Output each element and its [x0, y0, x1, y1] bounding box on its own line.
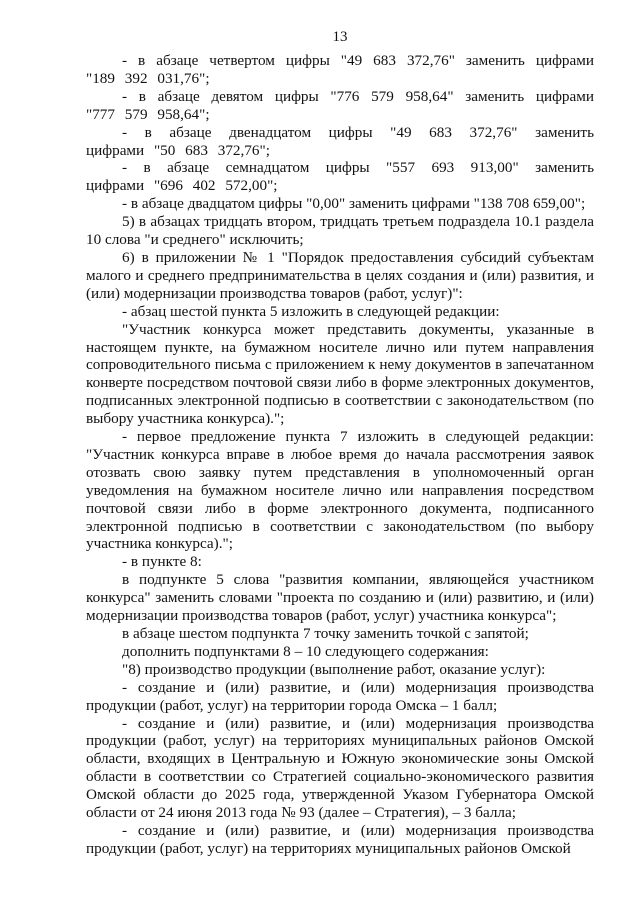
- paragraph-9: "Участник конкурса может представить документы, указанные в настоящем пункте, на бумажном носителе лично или путем направления сопроводительного письма с приложением к нему документов в запечатанном конверте посредством почтовой связи либо в форме электронных документов, подписанных электронной подписью в соответствии с законодательством (по выбору участника конкурса).";: [86, 320, 594, 428]
- paragraph-7: 6) в приложении № 1 "Порядок предоставления субсидий субъектам малого и среднего предпринимательства в целях создания и (или) развития, и (или) модернизации производства товаров (работ, услуг)":: [86, 248, 594, 302]
- paragraph-6: 5) в абзацах тридцать втором, тридцать третьем подраздела 10.1 раздела 10 слова "и среднего" исключить;: [86, 213, 594, 249]
- paragraph-1: - в абзаце четвертом цифры "49 683 372,76" заменить цифрами "189 392 031,76";: [86, 52, 594, 87]
- paragraph-18: - создание и (или) развитие, и (или) модернизация производства продукции (работ, услуг) на территориях муниципальных районов Омской: [86, 821, 594, 857]
- paragraph-17: - создание и (или) развитие, и (или) модернизация производства продукции (работ, услуг) на территориях муниципальных районов Омской области, входящих в Центральную и Южную экономические зоны Омской области в соответствии со Стратегией социально-экономического развития Омской области до 2025 года, утвержденной Указом Губернатора Омской области от 24 июня 2013 года № 93 (далее – Стратегия), – 3 балла;: [86, 714, 594, 822]
- paragraph-14: дополнить подпунктами 8 – 10 следующего содержания:: [122, 642, 489, 660]
- paragraph-13: в абзаце шестом подпункта 7 точку заменить точкой с запятой;: [122, 625, 529, 642]
- page-number: 13: [332, 29, 348, 45]
- paragraph-10: - первое предложение пункта 7 изложить в следующей редакции: "Участник конкурса вправе в любое время до начала рассмотрения заявок отозвать свою заявку путем представления в уполномоченный орган уведомления на бумажном носителе лично или направления посредством почтовой связи либо в форме электронного документа, подписанного электронной подписью в соответствии с законодательством (по выбору участника конкурса).";: [86, 428, 594, 553]
- paragraph-8: - абзац шестой пункта 5 изложить в следующей редакции:: [122, 302, 500, 320]
- paragraph-15: "8) производство продукции (выполнение работ, оказание услуг):: [122, 660, 546, 678]
- paragraph-5: - в абзаце двадцатом цифры "0,00" заменить цифрами "138 708 659,00";: [122, 195, 586, 213]
- paragraph-3: - в абзаце двенадцатом цифры "49 683 372,76" заменить цифрами "50 683 372,76";: [86, 123, 594, 159]
- paragraph-4: - в абзаце семнадцатом цифры "557 693 913,00" заменить цифрами "696 402 572,00";: [86, 159, 594, 195]
- paragraph-2: - в абзаце девятом цифры "776 579 958,64" заменить цифрами "777 579 958,64";: [86, 87, 594, 123]
- paragraph-11: - в пункте 8:: [122, 553, 202, 571]
- paragraph-12: в подпункте 5 слова "развития компании, являющейся участником конкурса" заменить словами "проекта по созданию и (или) развитию, и (или) модернизации производства товаров (работ, услуг) участника конкурса";: [86, 571, 594, 625]
- paragraph-16: - создание и (или) развитие, и (или) модернизация производства продукции (работ, услуг) на территории города Омска – 1 балл;: [86, 678, 594, 714]
